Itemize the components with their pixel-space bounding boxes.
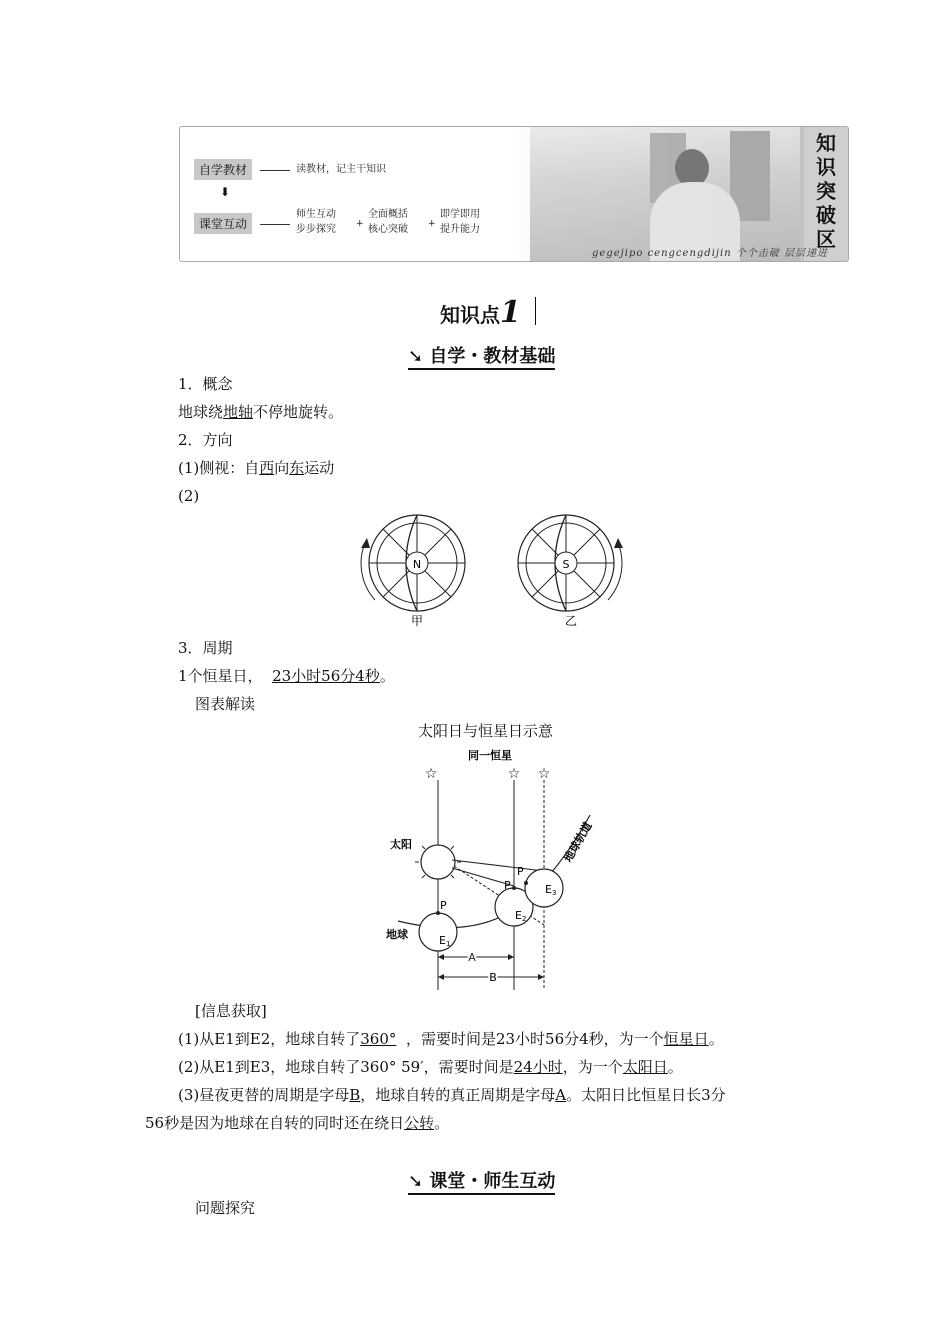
item-period-text: 1个恒星日， 23小时56分4秒。 xyxy=(178,667,395,685)
point-p2: P xyxy=(504,879,511,892)
north-pole-view xyxy=(361,515,465,628)
figure-label-jia: 甲 xyxy=(410,614,424,628)
info-line-1: (1)从E1到E2，地球自转了360° ，需要时间是23小时56分4秒，为一个恒星日。 xyxy=(178,1030,724,1048)
banner-title: 知 识 突 破 区 xyxy=(804,127,848,261)
heading-divider xyxy=(535,297,536,325)
span-b-label: B xyxy=(489,971,497,984)
earth-e3 xyxy=(525,869,563,907)
problem-label: 问题探究 xyxy=(195,1199,256,1217)
step2-c: 即学即用 提升能力 xyxy=(440,209,480,235)
step2-a: 师生互动 步步探究 xyxy=(296,209,336,235)
sun-icon xyxy=(415,839,461,885)
step-class-interaction: 课堂互动 xyxy=(194,213,252,234)
rotation-arrow-icon xyxy=(614,538,623,548)
orbit-label: 地球轨道 xyxy=(561,819,595,865)
step1-desc: 读教材，记主干知识 xyxy=(296,164,386,175)
polar-view-diagram xyxy=(355,508,635,632)
star-icon: ☆ xyxy=(537,766,551,782)
item-concept-title: 1．概念 xyxy=(178,375,233,393)
solar-sidereal-diagram xyxy=(380,745,630,995)
plus-icon: + xyxy=(356,219,364,229)
south-label: S xyxy=(562,558,570,571)
section-self-study: ➘ 自学・教材基础 xyxy=(408,342,555,368)
step-self-study: 自学教材 xyxy=(194,159,252,180)
banner xyxy=(179,126,849,262)
item-concept-text: 地球绕地轴不停地旋转。 xyxy=(178,403,344,421)
star-label: 同一恒星 xyxy=(468,749,512,762)
arrow-icon: ➘ xyxy=(408,346,424,367)
figure-title: 太阳日与恒星日示意 xyxy=(418,722,554,740)
figure-label-yi: 乙 xyxy=(564,614,578,628)
step2-b: 全面概括 核心突破 xyxy=(368,209,408,235)
label-e2: E2 xyxy=(515,909,527,923)
info-heading: [信息获取] xyxy=(195,1002,267,1020)
arrow-down-icon: ⬇ xyxy=(220,185,231,199)
south-pole-view xyxy=(518,515,623,628)
item-direction-title: 2．方向 xyxy=(178,431,233,449)
library-photo xyxy=(530,127,800,261)
banner-footer: gegejipo cengcengdijin 个个击破 层层递进 xyxy=(592,248,828,259)
point-p3: P xyxy=(517,865,524,878)
info-line-4: 56秒是因为地球在自转的同时还在绕日公转。 xyxy=(145,1114,450,1132)
span-a-label: A xyxy=(468,951,476,964)
label-e3: E3 xyxy=(545,883,557,897)
star-icon: ☆ xyxy=(507,766,521,782)
arrow-icon: ➘ xyxy=(408,1171,424,1192)
section-class-interaction: ➘ 课堂・师生互动 xyxy=(408,1167,555,1193)
label-e1: E1 xyxy=(439,934,451,948)
item-period-title: 3．周期 xyxy=(178,639,233,657)
chart-reading-label: 图表解读 xyxy=(195,695,256,713)
rotation-arrow-icon xyxy=(361,538,370,548)
north-label: N xyxy=(412,558,422,571)
plus-icon: + xyxy=(428,219,436,229)
item-direction-side: (1)侧视：自西向东运动 xyxy=(178,459,335,477)
earth-e1 xyxy=(419,913,457,951)
earth-label: 地球 xyxy=(386,928,408,941)
sun-label: 太阳 xyxy=(390,838,412,851)
point-p1: P xyxy=(440,899,447,912)
item-direction-top: (2) xyxy=(178,487,200,505)
info-line-2: (2)从E1到E3，地球自转了360° 59′，需要时间是24小时，为一个太阳日。 xyxy=(178,1058,683,1076)
info-line-3: (3)昼夜更替的周期是字母B，地球自转的真正周期是字母A。太阳日比恒星日长3分 xyxy=(178,1086,726,1104)
knowledge-point-heading: 知识点1 xyxy=(440,295,521,330)
star-icon: ☆ xyxy=(424,766,438,782)
